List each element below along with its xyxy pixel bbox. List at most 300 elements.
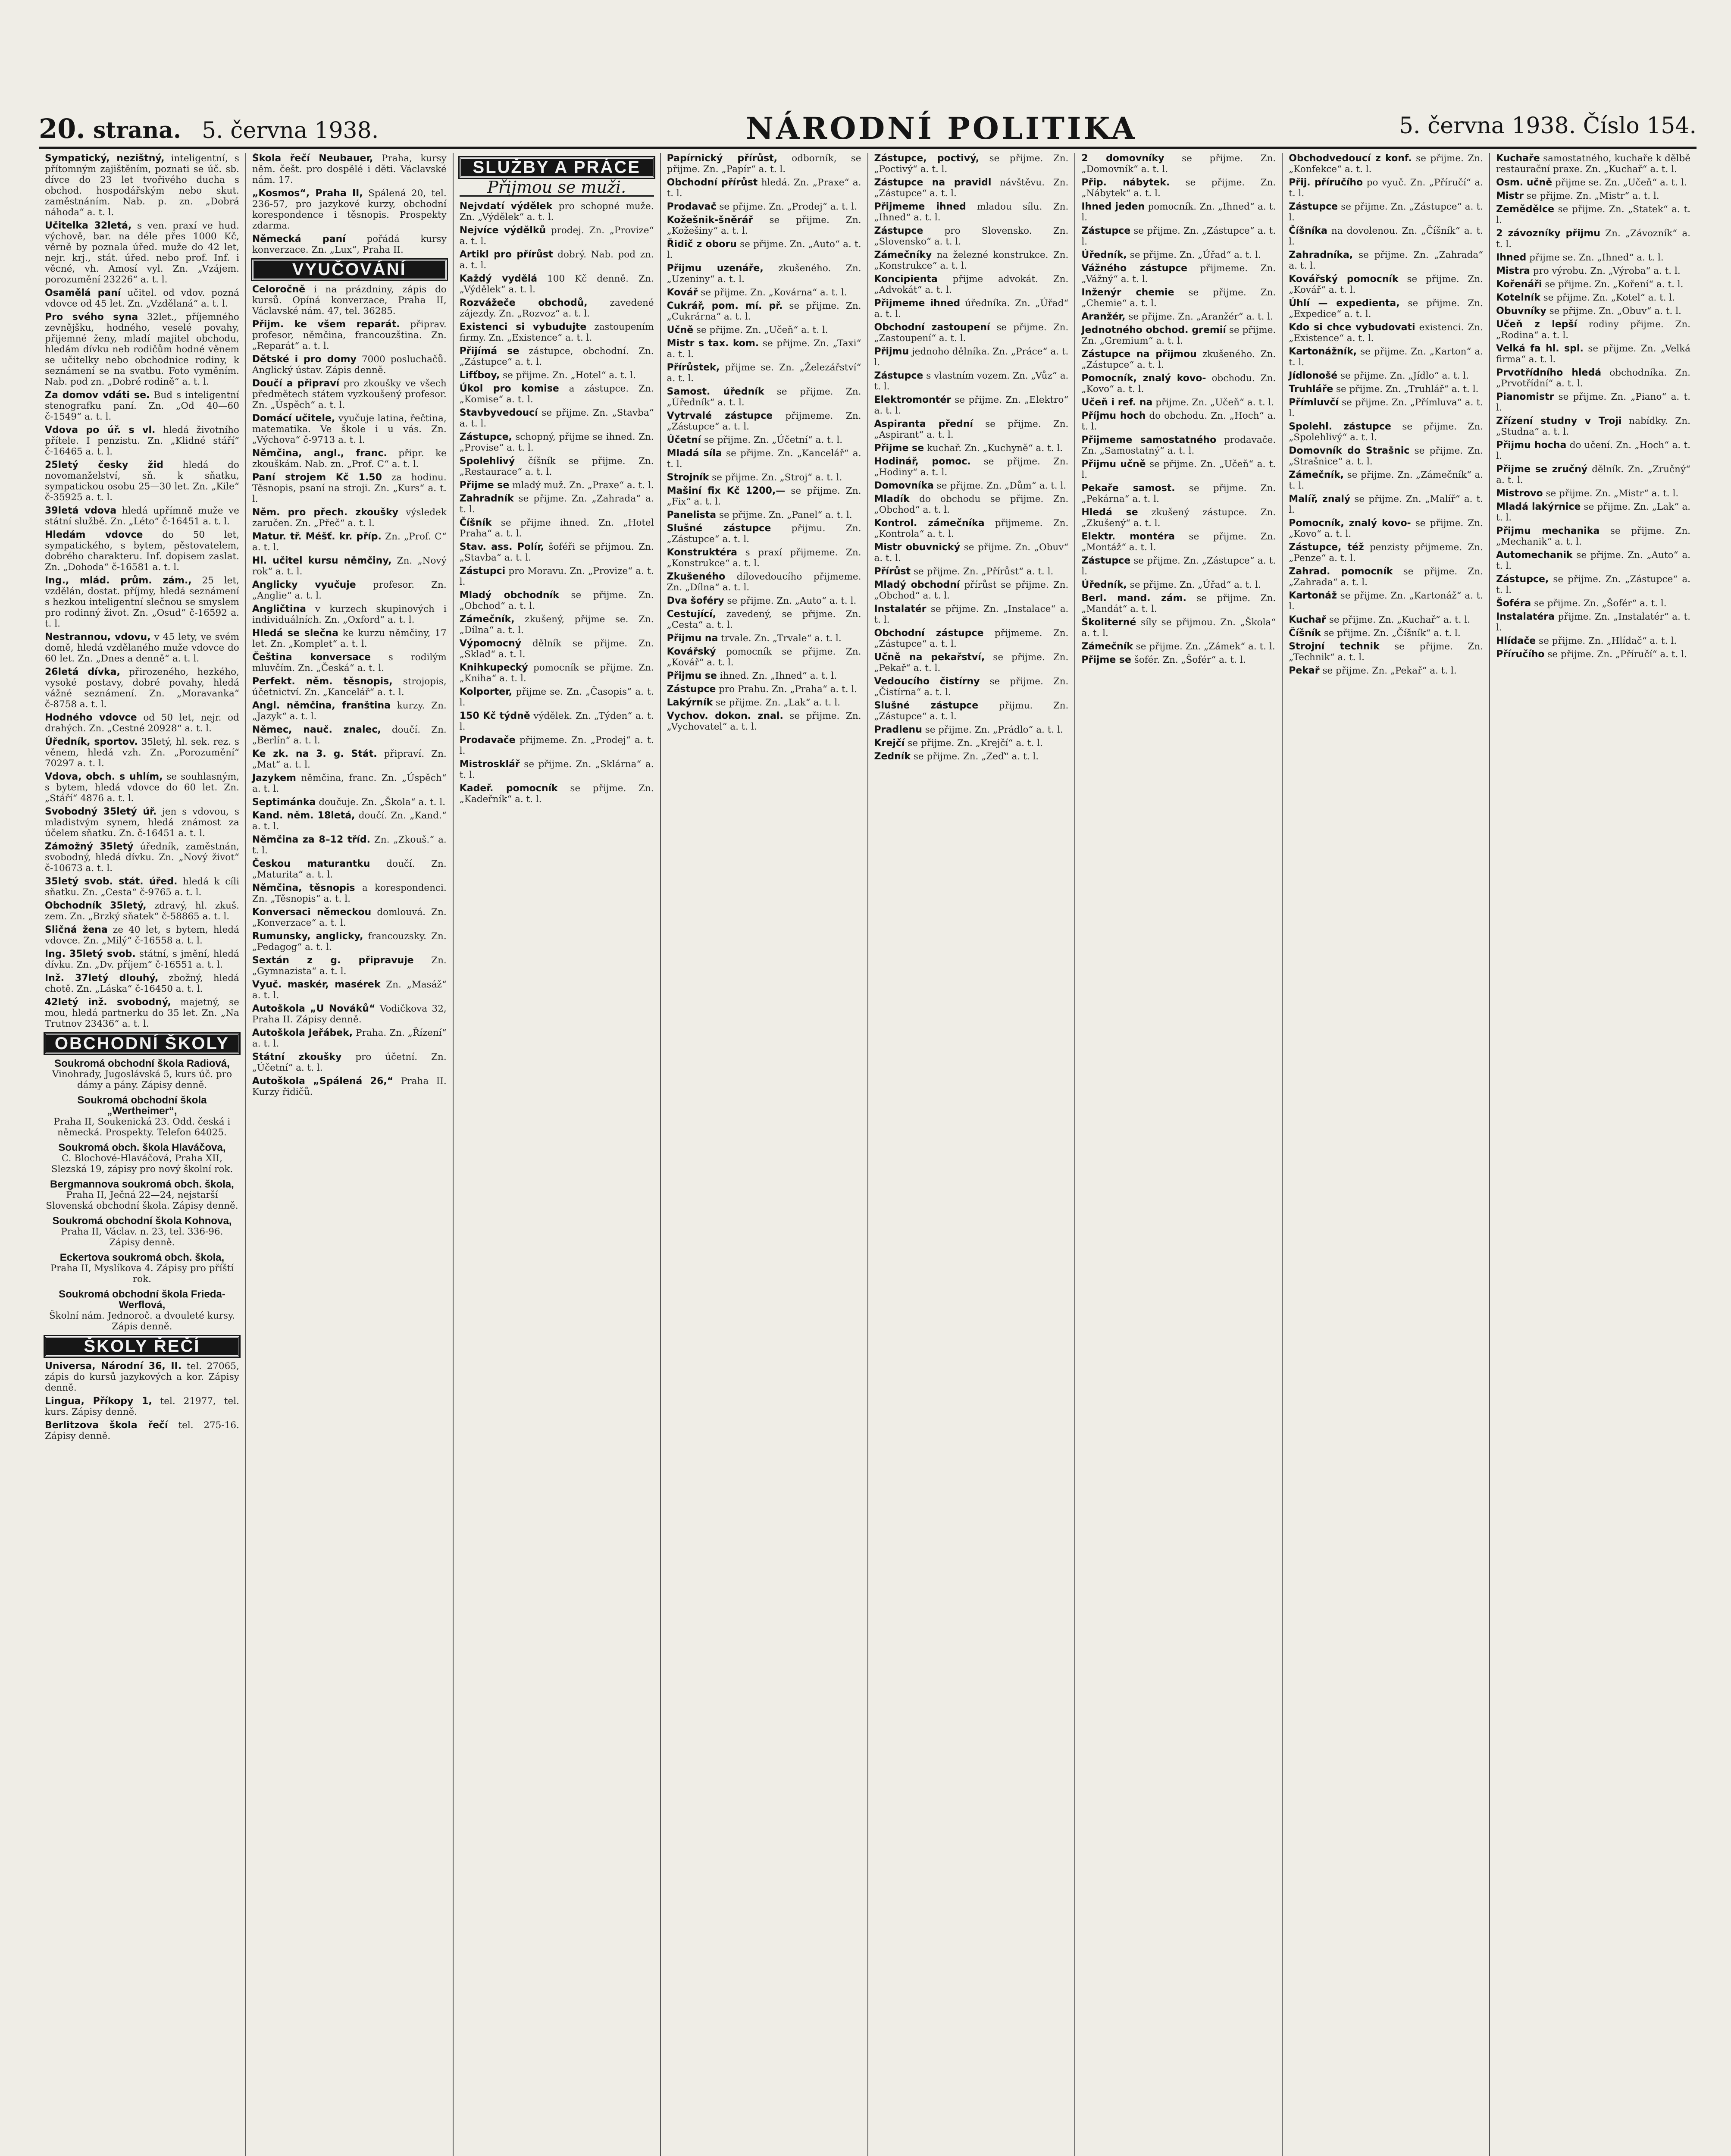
ad-headline: „Kosmos“, Praha II, bbox=[252, 188, 363, 199]
ad-text: se přijme. Zn. „Obuv“ a. t. l. bbox=[874, 542, 1069, 564]
classified-ad bbox=[1289, 421, 1483, 443]
page-word: strana. bbox=[93, 117, 181, 144]
ad-headline: Jídlonošé bbox=[1289, 370, 1338, 381]
masthead: NÁRODNÍ POLITIKA bbox=[746, 110, 1137, 146]
ad-headline: Truhláře bbox=[1289, 384, 1333, 395]
classified-ad bbox=[1496, 392, 1690, 413]
classified-ad bbox=[252, 749, 447, 770]
ad-headline: Konstruktéra bbox=[667, 547, 737, 558]
ad-headline: Něm. pro přech. zkoušky bbox=[252, 507, 398, 518]
ad-text: přijmu. Zn. „Zástupce“ a. t. l. bbox=[667, 523, 861, 545]
ad-text: se přijme. Zn. „Instalace“ a. t. l. bbox=[874, 604, 1069, 625]
ad-text: pomocník. Zn. „Ihned“ a. t. l. bbox=[1081, 201, 1276, 223]
classified-ad bbox=[460, 735, 654, 756]
classified-ad bbox=[252, 604, 447, 625]
ad-text: se přijme. Zn. „Gremium“ a. t. l. bbox=[1081, 325, 1276, 346]
ad-headline: Přijmu bbox=[874, 346, 909, 357]
ad-headline: Mašiní fix Kč 1200,— bbox=[667, 486, 786, 496]
ad-text: na železné konstrukce. Zn. „Konstrukce“ a. t. l. bbox=[874, 250, 1069, 271]
ad-headline: Instalatéra bbox=[1496, 611, 1555, 622]
classified-ad bbox=[252, 354, 447, 376]
ad-text: přijme se. Zn. „Časopis“ a. t. l. bbox=[459, 686, 654, 708]
ad-headline: Nejvdatí výdělek bbox=[459, 201, 553, 212]
ad-headline: Zámečníky bbox=[874, 250, 932, 260]
ad-text: hledá upřímně muže ve státní službě. Zn. „Léto“ č-16451 a. t. l. bbox=[45, 505, 239, 527]
ad-text: úředník, zaměstnán, svobodný, hledá dívku. Zn. „Nový život“ č-10673 a. t. l. bbox=[45, 841, 239, 874]
ad-text: se přijme ihned. Zn. „Hotel Praha“ a. t. l. bbox=[459, 517, 654, 539]
ad-text: se přijme. Zn. „Hlídač“ a. t. l. bbox=[1539, 636, 1677, 646]
classified-ad bbox=[1289, 322, 1483, 344]
ad-headline: 42letý inž. svobodný, bbox=[45, 997, 171, 1008]
classified-ad bbox=[45, 1361, 239, 1393]
classified-ad bbox=[460, 346, 654, 367]
ad-headline: Mistrovo bbox=[1496, 488, 1543, 499]
classified-ad bbox=[45, 771, 239, 804]
ad-text: schopný, přijme se ihned. Zn. „Provise“ a. t. l. bbox=[459, 432, 654, 453]
ad-text: se přijme. Zn. „Konfekce“ a. t. l. bbox=[1289, 153, 1484, 175]
ad-text: přijme advokát. Zn. „Advokát“ a. t. l. bbox=[874, 274, 1069, 295]
ad-headline: Kolporter, bbox=[459, 686, 513, 697]
ad-headline: Škola řečí Neubauer, bbox=[252, 153, 373, 164]
classified-ad bbox=[252, 507, 447, 529]
ad-headline: Obuvníky bbox=[1496, 306, 1546, 317]
classified-ad bbox=[460, 566, 654, 587]
ad-text: číšník se přijme. Zn. „Restaurace“ a. t. l. bbox=[459, 456, 654, 477]
ad-text: se přijme. Zn. „Zeď“ a. t. l. bbox=[913, 751, 1039, 762]
ad-headline: Ing. 35letý svob. bbox=[45, 949, 136, 959]
classified-ad bbox=[1496, 252, 1690, 263]
classified-ad bbox=[1081, 555, 1276, 577]
classified-ad bbox=[874, 628, 1069, 649]
ad-text: se přijme. Zn. „Zastoupení“ a. t. l. bbox=[874, 322, 1069, 344]
ad-text: přijme se. Zn. „Ihned“ a. t. l. bbox=[1529, 252, 1664, 263]
classified-ad bbox=[252, 531, 447, 553]
ad-text: se přijme. Zn. „Učeň“ a. t. l. bbox=[696, 325, 828, 335]
classified-ad bbox=[460, 225, 654, 247]
ad-text: zdravý, hl. zkuš. zem. Zn. „Brzký sňatek“ č-58865 a. t. l. bbox=[45, 900, 239, 922]
classified-ad bbox=[1496, 598, 1690, 609]
ad-headline: Koncipienta bbox=[874, 274, 938, 285]
ad-text: 32let., příjemného zevnějšku, hodného, veselé povahy, přijemné ženy, mladí majitel obchodu, hledám dívku neb rodičům hodné věnem se učitelky nebo obchodnice rodiny, k seznámení se na svatbu. Foto vyměním. Nab. pod zn. „Dobré rodině“ a. t. l. bbox=[45, 312, 239, 387]
ad-text: se přijme. Zn. „Prodej“ a. t. l. bbox=[719, 201, 858, 212]
ad-text: tel. 275-16. Zápisy denně. bbox=[45, 1420, 239, 1442]
ad-headline: Aspiranta přední bbox=[874, 419, 973, 429]
ad-text: domlouvá. Zn. „Konverzace“ a. t. l. bbox=[252, 907, 447, 928]
classified-ad bbox=[874, 443, 1069, 454]
classified-ad bbox=[252, 724, 447, 746]
ad-headline: Hlídače bbox=[1496, 636, 1536, 646]
classified-ad bbox=[1289, 494, 1483, 515]
ad-text: se přijme. Zn. „Prádlo“ a. t. l. bbox=[925, 724, 1063, 735]
ad-headline: Existenci si vybudujte bbox=[459, 322, 587, 332]
classified-ad bbox=[667, 411, 861, 432]
ad-text: dobrý. Nab. pod zn. a. t. l. bbox=[459, 249, 654, 271]
ad-text: v 45 lety, ve svém domě, hledá vzdělaného muže vdovce do 60 let. Zn. „Dnes a denně“ a. t. l. bbox=[45, 632, 239, 664]
section-heading: OBCHODNÍ ŠKOLY bbox=[45, 1034, 239, 1054]
ad-text: se přijme. Zn. „Strašnice“ a. t. l. bbox=[1289, 445, 1484, 467]
ad-headline: Přijmu na bbox=[667, 633, 718, 644]
ad-headline: Bergmannova soukromá obch. škola, bbox=[50, 1178, 234, 1190]
ad-text: se přijme. Zn. „Obchod“ a. t. l. bbox=[459, 590, 654, 611]
ad-text: se přijme. Zn. „Lak“ a. t. l. bbox=[716, 697, 841, 708]
ad-headline: Zástupce, též bbox=[1289, 542, 1364, 553]
column-7 bbox=[1283, 153, 1490, 2156]
classified-ad bbox=[1496, 550, 1690, 571]
ad-headline: Zedník bbox=[874, 751, 911, 762]
classified-ad bbox=[1496, 279, 1690, 290]
ad-text: mladou sílu. Zn. „Ihned“ a. t. l. bbox=[874, 201, 1069, 223]
classified-ad bbox=[45, 530, 239, 573]
ad-text: se přijme. Zn. „Zástupce“ a. t. l. bbox=[1081, 226, 1276, 247]
ad-headline: Autoškola „U Nováků“ bbox=[252, 1003, 376, 1014]
ad-headline: Paní strojem Kč 1.50 bbox=[252, 472, 382, 483]
classified-ad bbox=[252, 628, 447, 649]
classified-ad bbox=[667, 215, 861, 236]
ad-text: prodavače. Zn. „Samostatný“ a. t. l. bbox=[1081, 435, 1276, 456]
ad-text: existenci. Zn. „Existence“ a. t. l. bbox=[1289, 322, 1484, 344]
ad-headline: Malíř, znalý bbox=[1289, 494, 1351, 505]
ad-text: se přijme. Zn. „Jídlo“ a. t. l. bbox=[1340, 370, 1469, 381]
classified-ad bbox=[460, 590, 654, 611]
ad-headline: Kuchař bbox=[1289, 614, 1326, 625]
ad-headline: Účetní bbox=[667, 435, 701, 445]
ad-headline: Angličtina bbox=[252, 604, 306, 614]
ad-text: na dovolenou. Zn. „Číšník“ a. t. l. bbox=[1289, 226, 1484, 247]
classified-ad bbox=[874, 480, 1069, 491]
ad-headline: 39letá vdova bbox=[45, 505, 117, 516]
ad-headline: Zahrad. pomocník bbox=[1289, 566, 1393, 577]
page-number: 20. bbox=[39, 113, 85, 144]
ad-text: přijmeme. Zn. „Zástupce“ a. t. l. bbox=[874, 628, 1069, 649]
ad-text: se přijme. Zn. „Učeň“ a. t. l. bbox=[1081, 459, 1276, 480]
classified-ad bbox=[1081, 641, 1276, 652]
classified-ad bbox=[1289, 470, 1483, 491]
ad-headline: Každý vydělá bbox=[459, 273, 538, 284]
ad-headline: Sympatický, nezištný, bbox=[45, 153, 165, 164]
classified-ad bbox=[252, 1003, 447, 1025]
classified-ad bbox=[460, 273, 654, 295]
ad-headline: Artikl pro přírůst bbox=[459, 249, 553, 260]
ad-headline: Jazykem bbox=[252, 773, 296, 783]
classified-ad bbox=[45, 425, 239, 457]
ad-headline: Ihned bbox=[1496, 252, 1527, 263]
ad-text: Zn. „Nový rok“ a. t. l. bbox=[252, 555, 447, 577]
classified-ad bbox=[874, 738, 1069, 749]
classified-ad bbox=[1289, 542, 1483, 564]
ad-text: dělník. Zn. „Zručný“ a. t. l. bbox=[1496, 464, 1690, 486]
classified-ad bbox=[667, 633, 861, 644]
ad-text: kuchař. Zn. „Kuchyně“ a. t. l. bbox=[927, 443, 1063, 454]
ad-text: s rodilým mluvčím. Zn. „Česká“ a. t. l. bbox=[252, 652, 447, 674]
ad-text: tel. 27065, zápis do kursů jazykových a kor. Zápisy denně. bbox=[45, 1361, 239, 1393]
ad-text: se přijme. Zn. „Malíř“ a. t. l. bbox=[1289, 494, 1484, 515]
ad-headline: Zahradníka, bbox=[1289, 250, 1353, 260]
classified-ad bbox=[1289, 201, 1483, 223]
classified-ad bbox=[252, 810, 447, 832]
ad-headline: Státní zkoušky bbox=[252, 1052, 342, 1062]
ad-headline: Zástupci bbox=[459, 566, 506, 577]
ad-text: zastoupením firmy. Zn. „Existence“ a. t. l. bbox=[459, 322, 654, 343]
ad-text: pro zkoušky ve všech předmětech státem vyzkoušený profesor. Zn. „Úspěch“ a. t. l. bbox=[252, 378, 447, 411]
ad-headline: Berl. mand. zám. bbox=[1081, 593, 1186, 604]
ad-text: Vinohrady, Jugoslávská 5, kurs úč. pro dámy a pány. Zápisy denně. bbox=[52, 1069, 232, 1091]
ad-text: s vlastním vozem. Zn. „Vůz“ a. t. l. bbox=[874, 370, 1069, 392]
ad-text: prodej. Zn. „Provize“ a. t. l. bbox=[459, 225, 654, 247]
classified-ad bbox=[667, 486, 861, 507]
ad-headline: Řidič z oboru bbox=[667, 239, 737, 250]
ad-text: zástupce, obchodní. Zn. „Zástupce“ a. t. l. bbox=[459, 346, 654, 367]
ad-headline: Mladý obchodní bbox=[874, 580, 960, 590]
ad-text: od 50 let, nejr. od drahých. Zn. „Cestné 20928“ a. t. l. bbox=[45, 712, 239, 734]
ad-text: s ven. praxí ve hud. výchově, bar. na déle přes 1000 Kč, věrně by poznala úřed. muže do 42 let, nejr. krj., stát. úřed. nebo prof. Inf. i věcné, vh. Amosí vyl. Zn. „Vzájem. porozumění 23226“ a. t. l. bbox=[45, 220, 239, 285]
classified-ad bbox=[45, 712, 239, 734]
ad-headline: Zástupce bbox=[1081, 555, 1131, 566]
ad-headline: Kdo si chce vybudovati bbox=[1289, 322, 1415, 333]
ad-headline: Šoféra bbox=[1496, 598, 1531, 609]
classified-ad bbox=[667, 287, 861, 298]
ad-text: a korespondenci. Zn. „Těsnopis“ a. t. l. bbox=[252, 883, 447, 904]
classified-ad bbox=[460, 201, 654, 222]
ad-text: Bud s inteligentní stenografku paní. Zn. „Od 40—60 č-1549“ a. t. l. bbox=[45, 390, 239, 422]
classified-ad bbox=[874, 604, 1069, 625]
classified-ad bbox=[45, 575, 239, 629]
ad-text: Školní nám. Jednoroč. a dvouleté kursy. Zápis denně. bbox=[49, 1310, 235, 1332]
ad-headline: Přijme se bbox=[874, 443, 924, 454]
ad-headline: Pekař bbox=[1289, 665, 1320, 676]
classified-ad bbox=[252, 472, 447, 505]
ad-headline: Mladá síla bbox=[667, 448, 722, 459]
ad-headline: Hodného vdovce bbox=[45, 712, 137, 723]
ad-text: se přijme. Zn. „Zahrada“ a. t. l. bbox=[459, 493, 654, 515]
ad-text: šoféři se přijmou. Zn. „Stavba“ a. t. l. bbox=[459, 542, 654, 563]
ad-headline: Doučí a připraví bbox=[252, 378, 340, 389]
ad-text: pro Prahu. Zn. „Praha“ a. t. l. bbox=[719, 684, 858, 695]
classified-ad bbox=[1289, 665, 1483, 676]
classified-ad bbox=[1496, 574, 1690, 595]
section-heading: VYUČOVÁNÍ bbox=[252, 260, 447, 280]
classified-ad bbox=[1081, 325, 1276, 346]
ad-headline: Kontrol. zámečníka bbox=[874, 518, 985, 529]
ad-headline: Kovář bbox=[667, 287, 698, 298]
ad-headline: Učitelka 32letá, bbox=[45, 220, 132, 231]
ad-headline: Elektromontér bbox=[874, 395, 952, 405]
ad-text: přírůst se přijme. Zn. „Obchod“ a. t. l. bbox=[874, 580, 1069, 601]
classified-ad bbox=[252, 378, 447, 411]
ad-headline: Universa, Národní 36, II. bbox=[45, 1361, 182, 1372]
ad-headline: Cukrář, pom. mí. př. bbox=[667, 301, 783, 311]
ad-headline: Slušné zástupce bbox=[667, 523, 771, 534]
ad-text: se přijme. Zn. „Mechanik“ a. t. l. bbox=[1496, 526, 1691, 547]
classified-ad bbox=[874, 395, 1069, 416]
classified-ad bbox=[45, 288, 239, 309]
ad-headline: Přijme se bbox=[459, 480, 510, 491]
ad-text: se přijme. Zn. „Domovník“ a. t. l. bbox=[1081, 153, 1276, 175]
classified-ad bbox=[1496, 204, 1690, 226]
ad-headline: Školiterné bbox=[1081, 617, 1136, 628]
classified-ad bbox=[252, 153, 447, 185]
ad-text: se přijme. Zn. „Kovárna“ a. t. l. bbox=[701, 287, 847, 298]
classified-ad bbox=[460, 711, 654, 732]
ad-text: síly se přijmou. Zn. „Škola“ a. t. l. bbox=[1081, 617, 1276, 639]
ad-headline: Kovářský bbox=[667, 646, 716, 657]
classified-ad bbox=[252, 676, 447, 698]
ad-text: se přijme. Zn. „Úřad“ a. t. l. bbox=[1130, 250, 1261, 260]
classified-ad bbox=[1081, 153, 1276, 175]
classified-ad bbox=[667, 697, 861, 708]
ad-headline: Přijmeme ihned bbox=[874, 298, 961, 309]
classified-ad bbox=[460, 542, 654, 563]
column-4 bbox=[661, 153, 868, 2156]
classified-ad bbox=[1289, 518, 1483, 539]
classified-ad bbox=[1081, 311, 1276, 322]
classified-ad bbox=[1081, 349, 1276, 370]
ad-text: majetný, se mou, hledá partnerku do 35 let. Zn. „Na Trutnov 23436“ a. t. l. bbox=[45, 997, 239, 1029]
classified-ad bbox=[1081, 177, 1276, 199]
ad-headline: Kartonážník, bbox=[1289, 346, 1357, 357]
ad-text: a zástupce. Zn. „Komise“ a. t. l. bbox=[459, 383, 654, 405]
ad-headline: Ke zk. na 3. g. Stát. bbox=[252, 749, 377, 759]
classified-ad bbox=[874, 346, 1069, 368]
column-5 bbox=[868, 153, 1076, 2156]
ad-text: zkušený zástupce. Zn. „Zkušený“ a. t. l. bbox=[1081, 507, 1276, 529]
ad-text: se přijme. Zn. „Montáž“ a. t. l. bbox=[1081, 531, 1276, 553]
classified-ad bbox=[252, 907, 447, 928]
classified-ad bbox=[1081, 201, 1276, 223]
ad-headline: Za domov vdáti se. bbox=[45, 390, 150, 401]
school-ad bbox=[45, 1142, 239, 1175]
ad-headline: Hodinář, pomoc. bbox=[874, 456, 971, 467]
classified-ad bbox=[252, 284, 447, 317]
classified-ad bbox=[460, 298, 654, 319]
ad-text: se přijme. Zn. „Kožešiny“ a. t. l. bbox=[667, 215, 861, 236]
ad-headline: Přijímá se bbox=[459, 346, 520, 357]
classified-ad bbox=[45, 876, 239, 898]
ad-text: se přijme. Zn. „Přírůst“ a. t. l. bbox=[913, 566, 1054, 577]
classified-ad bbox=[667, 263, 861, 285]
ad-text: přijmu. Zn. „Zástupce“ a. t. l. bbox=[874, 700, 1069, 722]
ad-headline: Domácí učitele, bbox=[252, 413, 335, 424]
ad-text: se přijme. Zn. „Statek“ a. t. l. bbox=[1496, 204, 1690, 226]
ad-headline: Soukromá obch. škola Hlaváčova, bbox=[58, 1142, 226, 1153]
ad-text: se přijme. Zn. „Číšník“ a. t. l. bbox=[1324, 628, 1461, 639]
ad-text: se přijme. Zn. „Auto“ a. t. l. bbox=[667, 239, 861, 260]
classified-ad bbox=[460, 383, 654, 405]
section-heading: ŠKOLY ŘEČÍ bbox=[45, 1336, 239, 1357]
ad-headline: Mistrosklář bbox=[459, 759, 520, 770]
ad-headline: Vytrvalé zástupce bbox=[667, 411, 773, 421]
ad-text: výdělek. Zn. „Týden“ a. t. l. bbox=[459, 711, 654, 732]
classified-ad bbox=[874, 226, 1069, 247]
ad-headline: Čeština konversace bbox=[252, 652, 371, 663]
ad-text: se přijme. Zn. „Kadeřník“ a. t. l. bbox=[459, 783, 654, 805]
ad-headline: Elektr. montéra bbox=[1081, 531, 1175, 542]
ad-text: návštěvu. Zn. „Zástupce“ a. t. l. bbox=[874, 177, 1069, 199]
ad-text: se přijme. Zn. „Zahrada“ a. t. l. bbox=[1289, 566, 1484, 588]
ad-headline: Zástupce, bbox=[1496, 574, 1549, 585]
classified-ad bbox=[667, 201, 861, 212]
ad-headline: Přijme se zručný bbox=[1496, 464, 1588, 475]
ad-text: se přijme. Zn. „Hodiny“ a. t. l. bbox=[874, 456, 1069, 478]
ad-headline: Přímluvčí bbox=[1289, 397, 1339, 408]
ad-headline: Zámečník, bbox=[1289, 470, 1344, 480]
ad-text: nabídky. Zn. „Studna“ a. t. l. bbox=[1496, 416, 1690, 437]
ad-text: pro účetní. Zn. „Účetní“ a. t. l. bbox=[252, 1052, 447, 1073]
ad-headline: Konversaci německou bbox=[252, 907, 372, 918]
ad-headline: Ing., mlád. prům. zám., bbox=[45, 575, 192, 586]
classified-ad bbox=[667, 684, 861, 695]
classified-ad bbox=[45, 632, 239, 664]
classified-ad bbox=[1289, 177, 1483, 199]
classified-ad bbox=[667, 386, 861, 408]
classified-ad bbox=[460, 638, 654, 660]
ad-text: se přijme. Zn. „Úředník“ a. t. l. bbox=[667, 386, 861, 408]
classified-ad bbox=[460, 370, 654, 381]
ad-text: připr. ke zkouškám. Nab. zn. „Prof. C“ a. t. l. bbox=[252, 448, 447, 470]
ad-headline: Soukromá obchodní škola Radiová, bbox=[54, 1058, 230, 1069]
school-ad bbox=[45, 1289, 239, 1332]
ad-headline: Vážného zástupce bbox=[1081, 263, 1188, 274]
classified-ad bbox=[45, 841, 239, 874]
classified-ad bbox=[667, 510, 861, 520]
ad-text: šofér. Zn. „Šofér“ a. t. l. bbox=[1134, 655, 1246, 665]
classified-ad bbox=[1289, 298, 1483, 320]
ad-headline: Soukromá obchodní škola Kohnova, bbox=[52, 1215, 232, 1227]
classified-ad bbox=[1496, 636, 1690, 646]
ad-text: samostatného, kuchaře k dělbě restaurační praxe. Zn. „Kuchař“ a. t. l. bbox=[1496, 153, 1690, 175]
classified-ad bbox=[1081, 483, 1276, 505]
ad-headline: Spolehl. zástupce bbox=[1289, 421, 1391, 432]
ad-headline: Lakýrník bbox=[667, 697, 713, 708]
ad-text: se přijme. Zn. „Příručí“ a. t. l. bbox=[1547, 649, 1687, 660]
ad-text: 25 let, vzdělán, dostat. příjmy, hledá seznámení s hezkou inteligentní slečnou se smyslem pro rodinný život. Zn. „Osud“ č-16592 a. t. l. bbox=[45, 575, 239, 629]
ad-headline: Dva šoféry bbox=[667, 595, 724, 606]
ad-headline: Mladý obchodník bbox=[459, 590, 559, 601]
classified-ad bbox=[252, 1052, 447, 1073]
ad-headline: Soukromá obchodní škola Frieda-Werflová, bbox=[59, 1288, 225, 1311]
ad-headline: Hledám vdovce bbox=[45, 530, 143, 540]
classified-ad bbox=[667, 547, 861, 569]
ad-text: strojopis, účetnictví. Zn. „Kancelář“ a. t. l. bbox=[252, 676, 447, 698]
ad-text: po vyuč. Zn. „Příručí“ a. t. l. bbox=[1289, 177, 1484, 199]
ad-text: Praha, kursy něm. češt. pro dospělé i děti. Václavské nám. 17. bbox=[252, 153, 447, 185]
ad-headline: Vyuč. maskér, masérek bbox=[252, 979, 381, 990]
ad-text: se přijme. Zn. „Kovo“ a. t. l. bbox=[1289, 518, 1484, 539]
ad-headline: Úředník, sportov. bbox=[45, 736, 138, 747]
ad-headline: Stavbyvedoucí bbox=[459, 407, 538, 418]
ad-headline: Zkušeného bbox=[667, 571, 726, 582]
ad-text: se přijme. Zn. „Spolehlivý“ a. t. l. bbox=[1289, 421, 1484, 443]
ad-headline: Rumunsky, anglicky, bbox=[252, 931, 363, 942]
ad-text: trvale. Zn. „Trvale“ a. t. l. bbox=[721, 633, 842, 644]
classified-ad bbox=[874, 322, 1069, 344]
classified-ad bbox=[1081, 250, 1276, 260]
classified-ad bbox=[874, 652, 1069, 674]
ad-text: přijme se. Zn. „Učeň“ a. t. l. bbox=[1555, 177, 1687, 188]
classified-ad bbox=[252, 448, 447, 470]
classified-ad bbox=[667, 362, 861, 384]
ad-text: se přijme. Zn. „Velká firma“ a. t. l. bbox=[1496, 343, 1690, 365]
ad-text: inteligentní, s přítomným zajištěním, poznati se úč. sb. dívce do 23 let tvořivého ducha s obchod. hospodářským nebo skut. zaměstnáním. Nab. p. zn. „Dobrá náhoda“ a. t. l. bbox=[45, 153, 239, 218]
ad-headline: Prvotřídního hledá bbox=[1496, 367, 1602, 378]
classified-ad bbox=[45, 949, 239, 970]
ad-text: doučuje. Zn. „Škola“ a. t. l. bbox=[319, 797, 446, 808]
ad-text: státní, s jmění, hledá dívku. Zn. „Dv. příjem“ č-16551 a. t. l. bbox=[45, 949, 239, 970]
ad-text: doučí. Zn. „Kand.“ a. t. l. bbox=[252, 810, 447, 832]
ad-headline: Pomocník, znalý kovo- bbox=[1081, 373, 1206, 384]
ad-text: s praxí přijmeme. Zn. „Konstrukce“ a. t. l. bbox=[667, 547, 861, 569]
ad-text: zavedený, se přijme. Zn. „Cesta“ a. t. l. bbox=[667, 609, 861, 630]
ad-headline: Přijmu uzenáře, bbox=[667, 263, 764, 274]
